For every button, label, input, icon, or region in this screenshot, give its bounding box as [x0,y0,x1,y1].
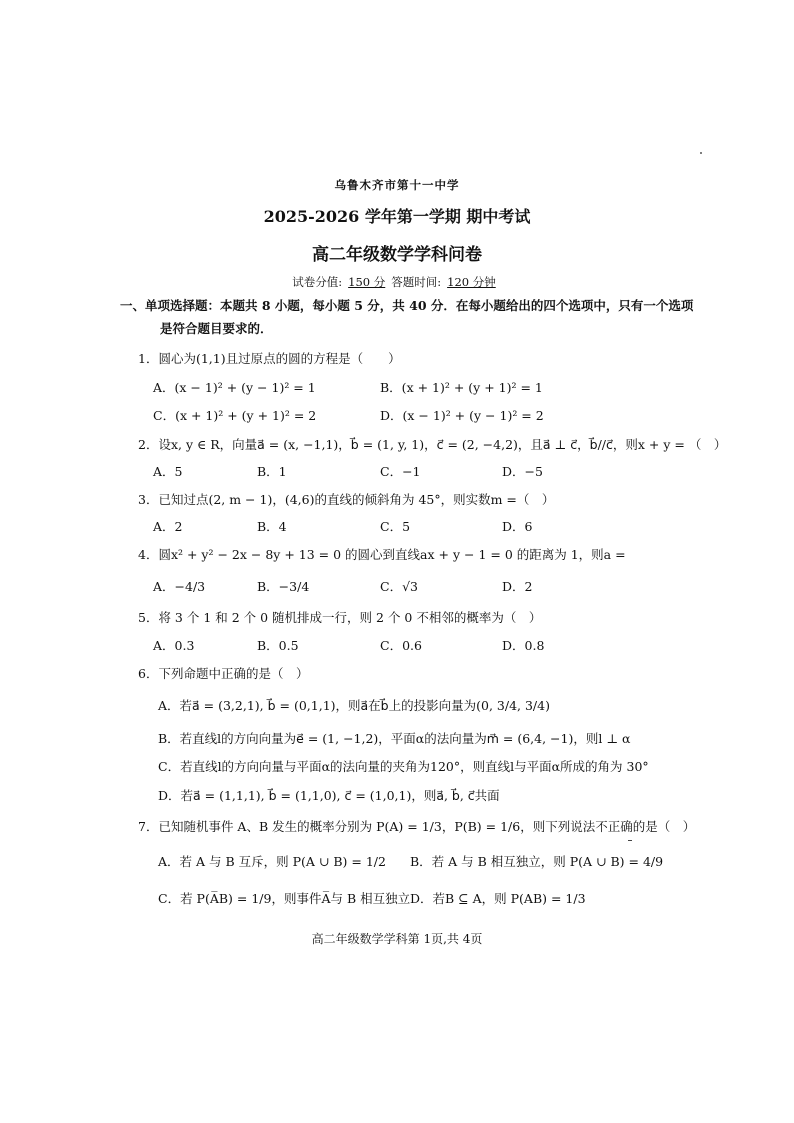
q7-option-a: A．若 A 与 B 互斥，则 P(A ∪ B) = 1/2 [158,854,386,869]
q1-option-c: C．(x + 1)² + (y + 1)² = 2 [153,408,317,423]
q6-option-a: A．若a⃗ = (3,2,1), b⃗ = (0,1,1)，则a⃗在b⃗上的投影向量为(0, 3/4, 3/4) [158,698,550,713]
q2-option-c: C．−1 [380,464,421,479]
q2-option-d: D．−5 [502,464,543,479]
q3-option-a: A．2 [153,519,183,534]
q1-option-d: D．(x − 1)² + (y − 1)² = 2 [380,408,544,423]
score-value: 150 分 [348,275,386,289]
paper-title: 高二年级数学学科问卷 [312,245,482,265]
question-1-stem: 1．圆心为(1,1)且过原点的圆的方程是（ ） [138,351,401,366]
q1-option-a: A．(x − 1)² + (y − 1)² = 1 [153,380,316,395]
question-5-stem: 5．将 3 个 1 和 2 个 0 随机排成一行，则 2 个 0 不相邻的概率为（ ） [138,610,542,625]
question-3-stem: 3．已知过点(2, m − 1)，(4,6)的直线的倾斜角为 45°，则实数m =（ ） [138,492,555,507]
q7-option-d: D．若B ⊆ A，则 P(AB) = 1/3 [410,891,586,906]
q7-option-b: B．若 A 与 B 相互独立，则 P(A ∪ B) = 4/9 [410,854,664,869]
q6-option-d: D．若a⃗ = (1,1,1), b⃗ = (1,1,0), c⃗ = (1,0,1)，则a⃗, b⃗, c⃗共面 [158,788,500,803]
q4-option-b: B．−3/4 [257,579,310,594]
q1-option-b: B．(x + 1)² + (y + 1)² = 1 [380,380,543,395]
scan-speck [700,152,702,154]
q2-option-b: B．1 [257,464,287,479]
q4-option-c: C．√3 [380,579,418,594]
question-7-stem: 7．已知随机事件 A、B 发生的概率分别为 P(A) = 1/3，P(B) = 1/6，则下列说法不正确的是（ ） [138,819,696,834]
q4-option-a: A．−4/3 [153,579,206,594]
q7-option-c: C．若 P(A̅B) = 1/9，则事件A̅与 B 相互独立 [158,891,411,906]
q5-option-b: B．0.5 [257,638,299,653]
time-label: 答题时间: [391,275,442,289]
q2-option-a: A．5 [153,464,183,479]
question-4-stem: 4．圆x² + y² − 2x − 8y + 13 = 0 的圆心到直线ax + y − 1 = 0 的距离为 1，则a = [138,547,626,562]
question-6-stem: 6．下列命题中正确的是（ ） [138,666,309,681]
exam-meta [0,274,794,290]
q3-option-c: C．5 [380,519,411,534]
q4-option-d: D．2 [502,579,533,594]
scan-speck [628,840,632,841]
q3-option-b: B．4 [257,519,287,534]
section-heading: 一、单项选择题：本题共 8 小题，每小题 5 分，共 40 分．在每小题给出的四个选项中，只有一个选项 [120,298,694,313]
page-footer: 高二年级数学学科第 1页,共 4页 [311,932,483,946]
exam-title: 2025-2026 学年第一学期 期中考试 [263,207,531,226]
q5-option-a: A．0.3 [153,638,195,653]
q6-option-b: B．若直线l的方向向量为e⃗ = (1, −1,2)，平面α的法向量为m⃗ = (6,4, −1)，则l ⊥ α [158,731,631,746]
q6-option-c: C．若直线l的方向向量与平面α的法向量的夹角为120°，则直线l与平面α所成的角为 30° [158,759,649,774]
time-value: 120 分钟 [447,275,496,289]
section-heading-cont: 是符合题目要求的． [160,321,273,336]
q5-option-c: C．0.6 [380,638,422,653]
score-label: 试卷分值: [292,275,343,289]
question-2-stem: 2．设x, y ∈ R，向量a⃗ = (x, −1,1)，b⃗ = (1, y, 1)，c⃗ = (2, −4,2)，且a⃗ ⊥ c⃗，b⃗//c⃗，则x + y = （ ） [138,437,727,452]
q3-option-d: D．6 [502,519,533,534]
school-name: 乌鲁木齐市第十一中学 [334,178,460,192]
q5-option-d: D．0.8 [502,638,545,653]
